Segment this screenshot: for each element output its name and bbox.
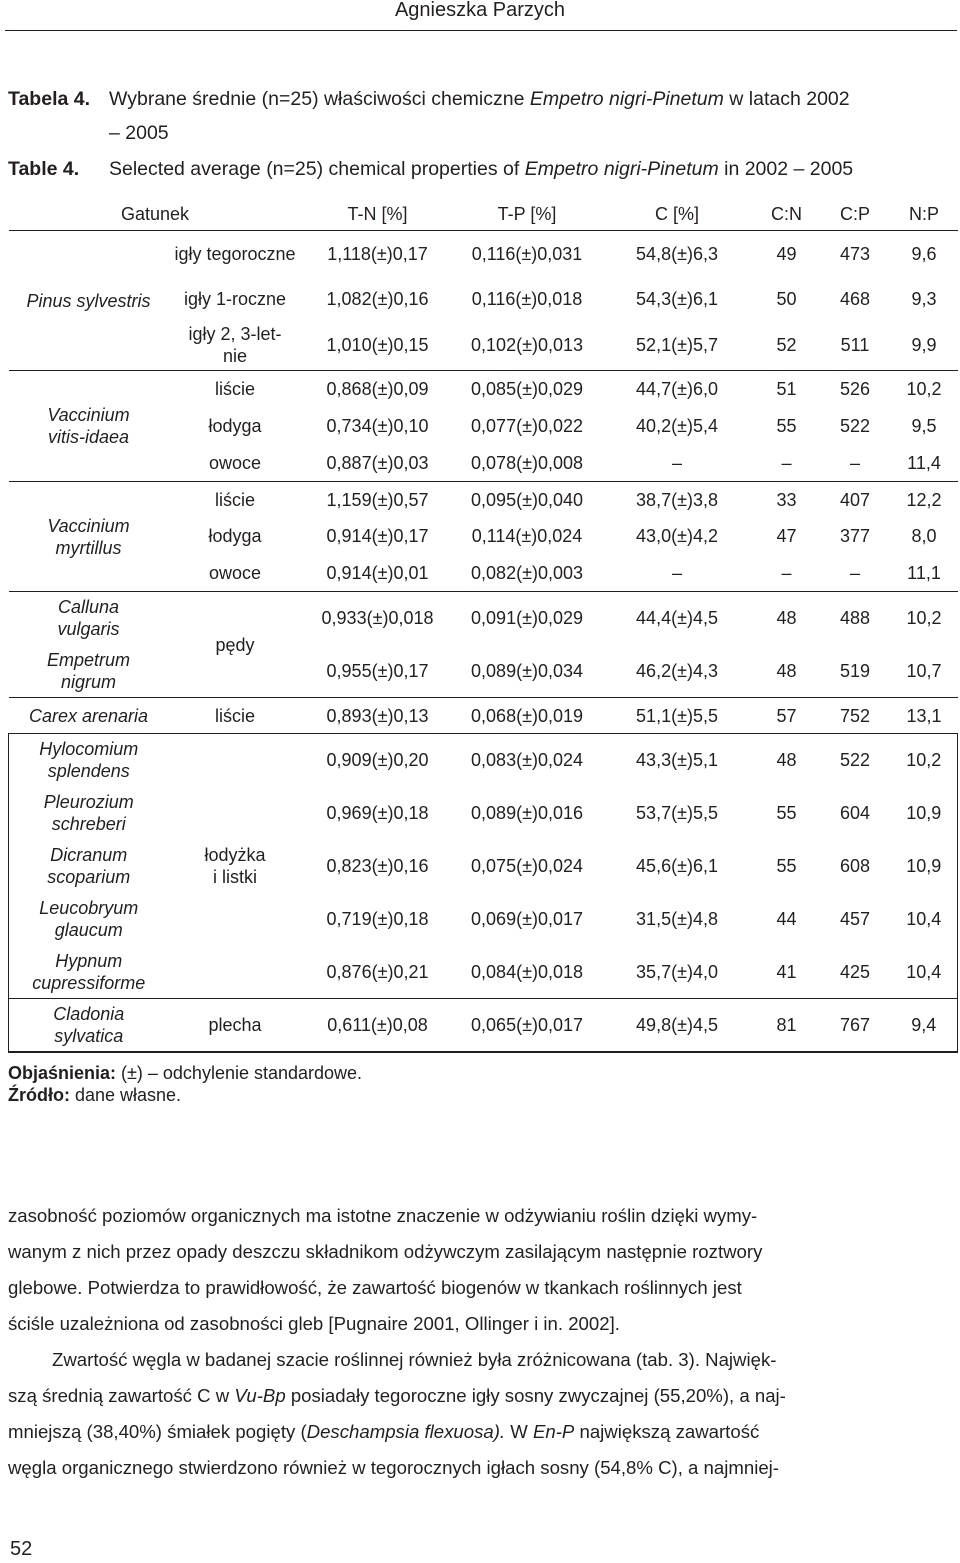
body-text [8,1198,958,1486]
value-cell: 10,4 [891,893,958,946]
caption-en-italic: Empetro nigri-Pinetum [524,158,719,180]
col-header-tp: T-P [%] [454,198,601,231]
value-cell: 522 [839,750,871,771]
species-cell: Leucobryum glaucum [9,893,169,946]
species-cell: Hypnum cupressiforme [9,946,169,999]
value-cell: 49 [776,243,797,264]
value-cell: 0,719(±)0,18 [326,909,429,929]
caption-pl-cont: – 2005 [109,122,169,144]
caption-pl-italic: Empetro nigri-Pinetum [529,88,724,110]
caption-en-text: Selected average (n=25) chemical properties of [109,158,525,180]
species-cell: Vaccinium myrtillus [9,482,169,592]
value-cell: 8,0 [911,526,937,546]
value-cell: 0,914(±)0,17 [326,526,429,546]
value-cell: 50 [776,288,797,309]
table-row [9,645,958,698]
value-cell: 9,4 [891,999,958,1052]
value-cell: 0,611(±)0,08 [327,1014,428,1035]
species-cell: Cladonia sylvatica [9,999,169,1052]
header-rule [5,30,957,31]
value-cell: 0,102(±)0,013 [471,335,583,356]
table-row [9,893,958,946]
value-cell: 0,069(±)0,017 [471,909,583,929]
value-cell: 40,2(±)5,4 [636,416,718,436]
value-cell: 1,082(±)0,16 [326,288,429,309]
value-cell: 44,4(±)4,5 [636,608,718,629]
caption-en [8,156,958,182]
value-cell: 54,8(±)6,3 [636,243,718,264]
value-cell: 48 [776,660,797,681]
table-row [9,371,958,408]
value-cell: 10,7 [906,660,942,681]
value-cell: 0,933(±)0,018 [321,608,434,629]
col-header-c: C [%] [601,198,754,231]
value-cell: 9,3 [911,288,937,309]
value-cell: 0,823(±)0,16 [326,856,429,876]
value-cell: 0,095(±)0,040 [471,489,583,510]
organ-cell: łodyga [208,526,262,546]
value-cell: 0,078(±)0,008 [471,452,583,473]
value-cell: 31,5(±)4,8 [636,909,718,929]
paragraph: zasobność poziomów organicznych ma istotne znaczenie w odżywianiu roślin dzięki wymy- wanym z nich przez opady deszczu składnikom odżywczym zasilającym następnie roztwory glebowe. Potwierdza to prawidłowość, że zawartość biogenów w tkankach roślinnych jest ściśle uzależniona od zasobności gleb [Pugnaire 2001, Ollinger i in. 2002]. [8,1205,763,1334]
value-cell: 35,7(±)4,0 [636,961,718,982]
value-cell: 43,3(±)5,1 [636,750,718,771]
value-cell: 0,909(±)0,20 [326,750,429,771]
table-row [9,698,958,734]
value-cell: – [850,452,861,473]
value-cell: 48 [776,608,797,629]
value-cell: 46,2(±)4,3 [636,660,718,681]
organ-cell: liście [215,705,256,726]
value-cell: 0,116(±)0,018 [471,288,583,309]
value-cell: 10,9 [891,840,958,893]
caption-pl-label: Tabela 4. [8,88,91,110]
value-cell: 488 [839,608,871,629]
value-cell: 45,6(±)6,1 [636,856,718,876]
value-cell: – [672,562,683,583]
table-header-row [9,198,958,231]
value-cell: 0,114(±)0,024 [471,526,583,546]
value-cell: 0,887(±)0,03 [326,452,429,473]
value-cell: 10,2 [906,379,942,400]
value-cell: 13,1 [906,705,942,726]
value-cell: 38,7(±)3,8 [636,489,718,510]
value-cell: 54,3(±)6,1 [636,288,718,309]
value-cell: 511 [840,335,870,356]
value-cell: 0,868(±)0,09 [326,379,429,400]
value-cell: – [850,562,861,583]
species-cell: Calluna vulgaris [57,597,120,640]
value-cell: 377 [839,526,871,546]
value-cell: 0,068(±)0,019 [471,705,583,726]
table-row [9,482,958,518]
table-row [9,787,958,840]
value-cell: 53,7(±)5,5 [636,803,718,823]
organ-cell: igły 2, 3-let-nie [188,324,282,367]
value-cell: – [781,452,792,473]
organ-cell: łodyga [208,416,262,436]
caption-pl [8,86,958,112]
value-cell: 10,2 [891,734,958,787]
species-cell: Pinus sylvestris [9,231,169,371]
value-cell: 11,1 [907,562,941,583]
value-cell: – [672,452,683,473]
paragraph: Zwartość węgla w badanej szacie roślinnej również była zróżnicowana (tab. 3). Najwięk- szą średnią zawartość C w Vu-Bp posiadały tegoroczne igły sosny zwyczajnej (55,20%), a naj- mniejszą (38,40%) śmiałek pogięty (Deschampsia flexuosa). W En-P największą zawartość węgla organicznego stwierdzono również w tegorocznych igłach sosny (54,8% C), a najmniej- [8,1349,786,1478]
value-cell: 57 [776,705,797,726]
value-cell: 44 [776,909,797,929]
value-cell: 55 [776,856,797,876]
value-cell: 0,083(±)0,024 [471,750,583,771]
col-header-cp: C:P [820,198,891,231]
value-cell: 0,084(±)0,018 [471,961,583,982]
value-cell: 0,734(±)0,10 [326,416,429,436]
value-cell: 522 [839,416,871,436]
value-cell: 33 [776,489,797,510]
value-cell: 0,116(±)0,031 [471,243,583,264]
value-cell: 0,075(±)0,024 [471,856,583,876]
chemical-properties-table [8,198,958,1053]
col-header-gatunek: Gatunek [9,198,302,231]
value-cell: 51,1(±)5,5 [636,705,718,726]
table-row [9,840,958,893]
organ-cell: owoce [208,562,262,583]
value-cell: 51 [776,379,797,400]
value-cell: 519 [839,660,871,681]
value-cell: 55 [776,803,797,823]
species-cell: Empetrum nigrum [46,649,131,692]
caption-en-text-2: in 2002 – 2005 [718,158,854,180]
value-cell: 0,914(±)0,01 [326,562,429,583]
value-cell: 9,6 [911,243,937,264]
value-cell: 55 [776,416,797,436]
value-cell: 12,2 [906,489,942,510]
value-cell: 9,9 [911,335,937,356]
organ-cell: plecha [208,1014,262,1035]
value-cell: 52 [776,335,797,356]
table-row [9,231,958,277]
value-cell: 0,089(±)0,016 [471,803,583,823]
organ-cell: owoce [208,452,262,473]
organ-cell: igły tegoroczne [174,243,296,264]
species-cell: Hylocomium splendens [9,734,169,787]
explanation-note: Objaśnienia: (±) – odchylenie standardowe. [8,1063,363,1083]
species-cell: Carex arenaria [28,705,149,726]
value-cell: 767 [839,1014,871,1035]
value-cell: 0,969(±)0,18 [326,803,429,823]
value-cell: 0,082(±)0,003 [471,562,583,583]
page-number: 52 [10,1538,33,1560]
species-cell: Vaccinium vitis-idaea [9,371,169,482]
value-cell: 41 [776,961,797,982]
value-cell: 0,089(±)0,034 [471,660,583,681]
value-cell: 752 [839,705,871,726]
value-cell: 49,8(±)4,5 [636,1014,718,1035]
value-cell: 10,9 [891,787,958,840]
value-cell: 526 [839,379,871,400]
value-cell: 47 [776,526,797,546]
value-cell: 425 [839,961,871,982]
value-cell: 10,2 [906,608,942,629]
organ-cell: igły 1-roczne [183,288,287,309]
value-cell: 11,4 [907,452,941,473]
value-cell: 457 [839,909,871,929]
caption-pl-text: Wybrane średnie (n=25) właściwości chemiczne [109,88,530,110]
value-cell: 0,085(±)0,029 [471,379,583,400]
value-cell: 0,065(±)0,017 [471,1014,583,1035]
caption-en-label: Table 4. [8,158,80,180]
col-header-np: N:P [891,198,958,231]
value-cell: 0,893(±)0,13 [326,705,429,726]
value-cell: 44,7(±)6,0 [636,379,718,400]
value-cell: 0,876(±)0,21 [326,961,429,982]
table-row [9,734,958,787]
value-cell: 608 [839,856,871,876]
species-cell: Pleurozium schreberi [9,787,169,840]
running-header: Agnieszka Parzych [394,0,566,21]
table-notes [8,1062,362,1106]
value-cell: – [781,562,792,583]
col-header-cn: C:N [754,198,820,231]
value-cell: 48 [776,750,797,771]
caption-pl-text-2: w latach 2002 [723,88,850,110]
table-row [9,946,958,999]
value-cell: 10,4 [891,946,958,999]
value-cell: 468 [839,288,871,309]
value-cell: 1,159(±)0,57 [326,489,429,510]
value-cell: 604 [839,803,871,823]
table-row [9,592,958,645]
value-cell: 81 [776,1014,797,1035]
organ-cell: pędy [169,592,302,698]
organ-cell: liście [215,379,256,400]
organ-cell: łodyżka i listki [169,734,302,999]
value-cell: 407 [839,489,871,510]
value-cell: 0,077(±)0,022 [471,416,583,436]
value-cell: 43,0(±)4,2 [636,526,718,546]
value-cell: 52,1(±)5,7 [636,335,718,356]
species-cell: Dicranum scoparium [9,840,169,893]
value-cell: 9,5 [911,416,937,436]
source-note: Źródło: dane własne. [8,1085,182,1105]
value-cell: 1,118(±)0,17 [327,243,428,264]
value-cell: 0,955(±)0,17 [326,660,429,681]
value-cell: 0,091(±)0,029 [471,608,583,629]
value-cell: 473 [839,243,871,264]
col-header-tn: T-N [%] [302,198,454,231]
organ-cell: liście [215,489,256,510]
value-cell: 1,010(±)0,15 [326,335,429,356]
table-row [9,999,958,1052]
